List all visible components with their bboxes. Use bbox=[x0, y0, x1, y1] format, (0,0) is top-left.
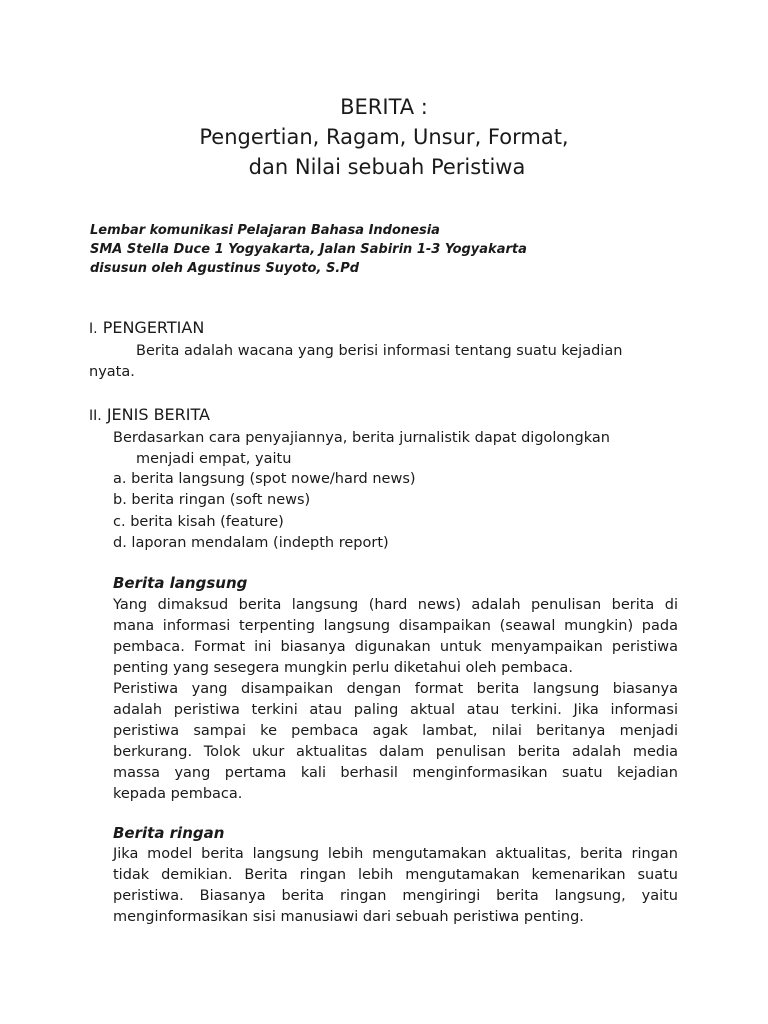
jenis-berita-list bbox=[113, 469, 416, 554]
paragraph-line: kepada pembaca. bbox=[113, 786, 243, 802]
section-1-paragraph-line-2: nyata. bbox=[89, 364, 135, 380]
section-2-heading bbox=[89, 405, 210, 426]
section-1-numeral: I. bbox=[89, 321, 98, 337]
section-2-numeral: II. bbox=[89, 408, 102, 424]
paragraph-line: peristiwa sampai ke pembaca agak lambat, nilai beritanya menjadi bbox=[113, 723, 678, 739]
attribution-line-3: disusun oleh Agustinus Suyoto, S.Pd bbox=[90, 261, 360, 276]
attribution-line-1: Lembar komunikasi Pelajaran Bahasa Indonesia bbox=[90, 223, 440, 238]
list-item: b. berita ringan (soft news) bbox=[113, 492, 311, 509]
paragraph-line: Jika model berita langsung lebih mengutamakan aktualitas, berita ringan bbox=[113, 846, 678, 862]
paragraph-line: berkurang. Tolok ukur aktualitas dalam penulisan berita adalah media bbox=[113, 744, 678, 760]
section-1-title: PENGERTIAN bbox=[102, 318, 205, 337]
paragraph-line: massa yang pertama kali berhasil menginformasikan suatu kejadian bbox=[113, 765, 678, 781]
paragraph-line: menginformasikan sisi manusiawi dari sebuah peristiwa penting. bbox=[113, 909, 584, 925]
title-line-2: Pengertian, Ragam, Unsur, Format, bbox=[199, 125, 569, 149]
attribution-line-2: SMA Stella Duce 1 Yogyakarta, Jalan Sabirin 1-3 Yogyakarta bbox=[90, 242, 527, 257]
berita-langsung-body bbox=[113, 595, 678, 805]
paragraph-line: mana informasi terpenting langsung disampaikan (seawal mungkin) pada bbox=[113, 618, 678, 634]
paragraph-line: Peristiwa yang disampaikan dengan format berita langsung biasanya bbox=[113, 681, 678, 697]
section-2-intro-line-2: menjadi empat, yaitu bbox=[136, 451, 292, 467]
paragraph-line: pembaca. Format ini biasanya digunakan untuk menyampaikan peristiwa bbox=[113, 639, 678, 655]
list-item: d. laporan mendalam (indepth report) bbox=[113, 534, 389, 551]
paragraph-line: tidak demikian. Berita ringan lebih mengutamakan kemenarikan suatu bbox=[113, 867, 678, 883]
title-line-3: dan Nilai sebuah Peristiwa bbox=[248, 155, 526, 179]
paragraph-line: Yang dimaksud berita langsung (hard news) adalah penulisan berita di bbox=[113, 597, 678, 613]
list-item: a. berita langsung (spot nowe/hard news) bbox=[113, 471, 416, 487]
paragraph-line: peristiwa. Biasanya berita ringan mengiringi berita langsung, yaitu bbox=[113, 888, 678, 904]
section-1-paragraph-line-1: Berita adalah wacana yang berisi informasi tentang suatu kejadian bbox=[136, 343, 623, 359]
section-2-intro-line-1: Berdasarkan cara penyajiannya, berita jurnalistik dapat digolongkan bbox=[113, 430, 610, 446]
list-item: c. berita kisah (feature) bbox=[113, 513, 284, 530]
berita-ringan-heading: Berita ringan bbox=[113, 824, 225, 842]
section-2-title: JENIS BERITA bbox=[106, 405, 210, 424]
section-1-heading bbox=[89, 318, 204, 339]
title-line-1: BERITA : bbox=[340, 95, 428, 119]
paragraph-line: penting yang sesegera mungkin perlu diketahui oleh pembaca. bbox=[113, 660, 573, 676]
document-attribution bbox=[90, 221, 527, 278]
berita-ringan-body bbox=[113, 844, 678, 928]
paragraph-line: adalah peristiwa terkini atau paling aktual atau terkini. Jika informasi bbox=[113, 702, 678, 718]
document-title bbox=[0, 92, 768, 182]
berita-langsung-heading: Berita langsung bbox=[113, 574, 248, 592]
